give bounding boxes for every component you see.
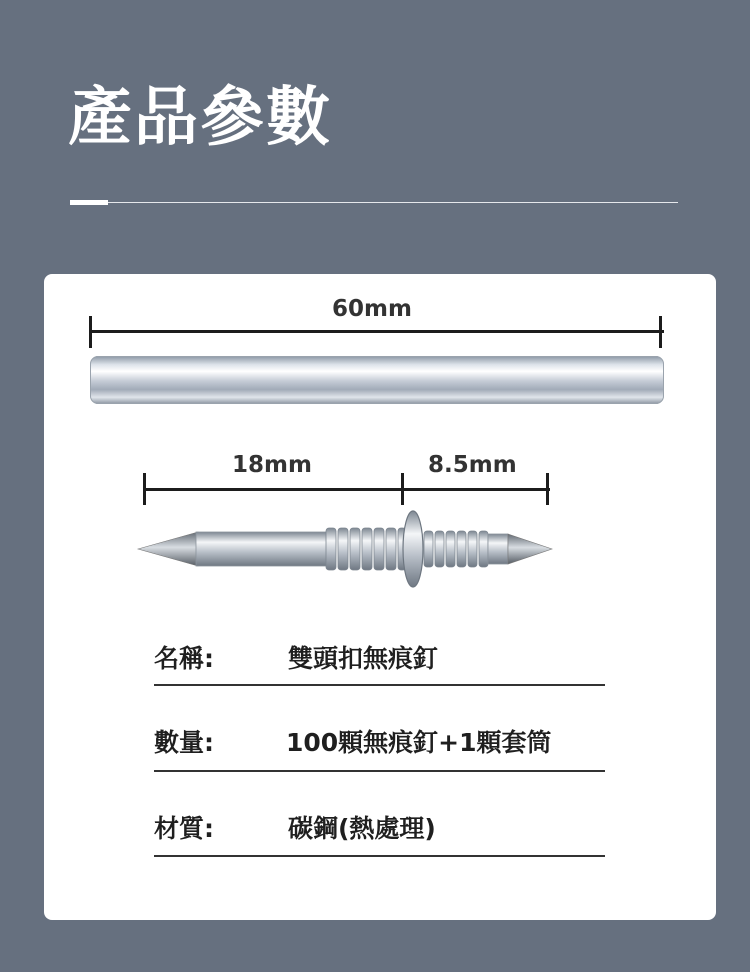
nail-dimension-tick-right [546, 473, 549, 505]
rod-length-label: 60mm [332, 296, 412, 322]
spec-label-quantity: 數量: [154, 728, 214, 757]
spec-divider [154, 770, 605, 772]
nail-dimension-line [144, 488, 550, 491]
spec-value-material: 碳鋼(熱處理) [288, 814, 436, 843]
title-divider-accent [70, 200, 108, 205]
spec-label-name: 名稱: [154, 644, 214, 673]
rod-dimension-line [90, 330, 664, 333]
nail-right-length-label: 8.5mm [428, 452, 517, 478]
nail-dimension-tick-middle [401, 473, 404, 505]
nail-left-length-label: 18mm [232, 452, 312, 478]
spec-value-quantity: 100顆無痕釘+1顆套筒 [286, 728, 552, 757]
title-divider [70, 202, 678, 203]
steel-rod-image [90, 356, 664, 404]
spec-card [44, 274, 716, 920]
nail-dimension-tick-left [143, 473, 146, 505]
spec-divider [154, 855, 605, 857]
rod-dimension-tick-left [89, 316, 92, 348]
spec-value-name: 雙頭扣無痕釘 [288, 644, 439, 673]
double-head-nail-image [134, 506, 564, 596]
page-title: 產品參數 [68, 81, 332, 155]
rod-dimension-tick-right [659, 316, 662, 348]
spec-divider [154, 684, 605, 686]
spec-label-material: 材質: [154, 814, 214, 843]
